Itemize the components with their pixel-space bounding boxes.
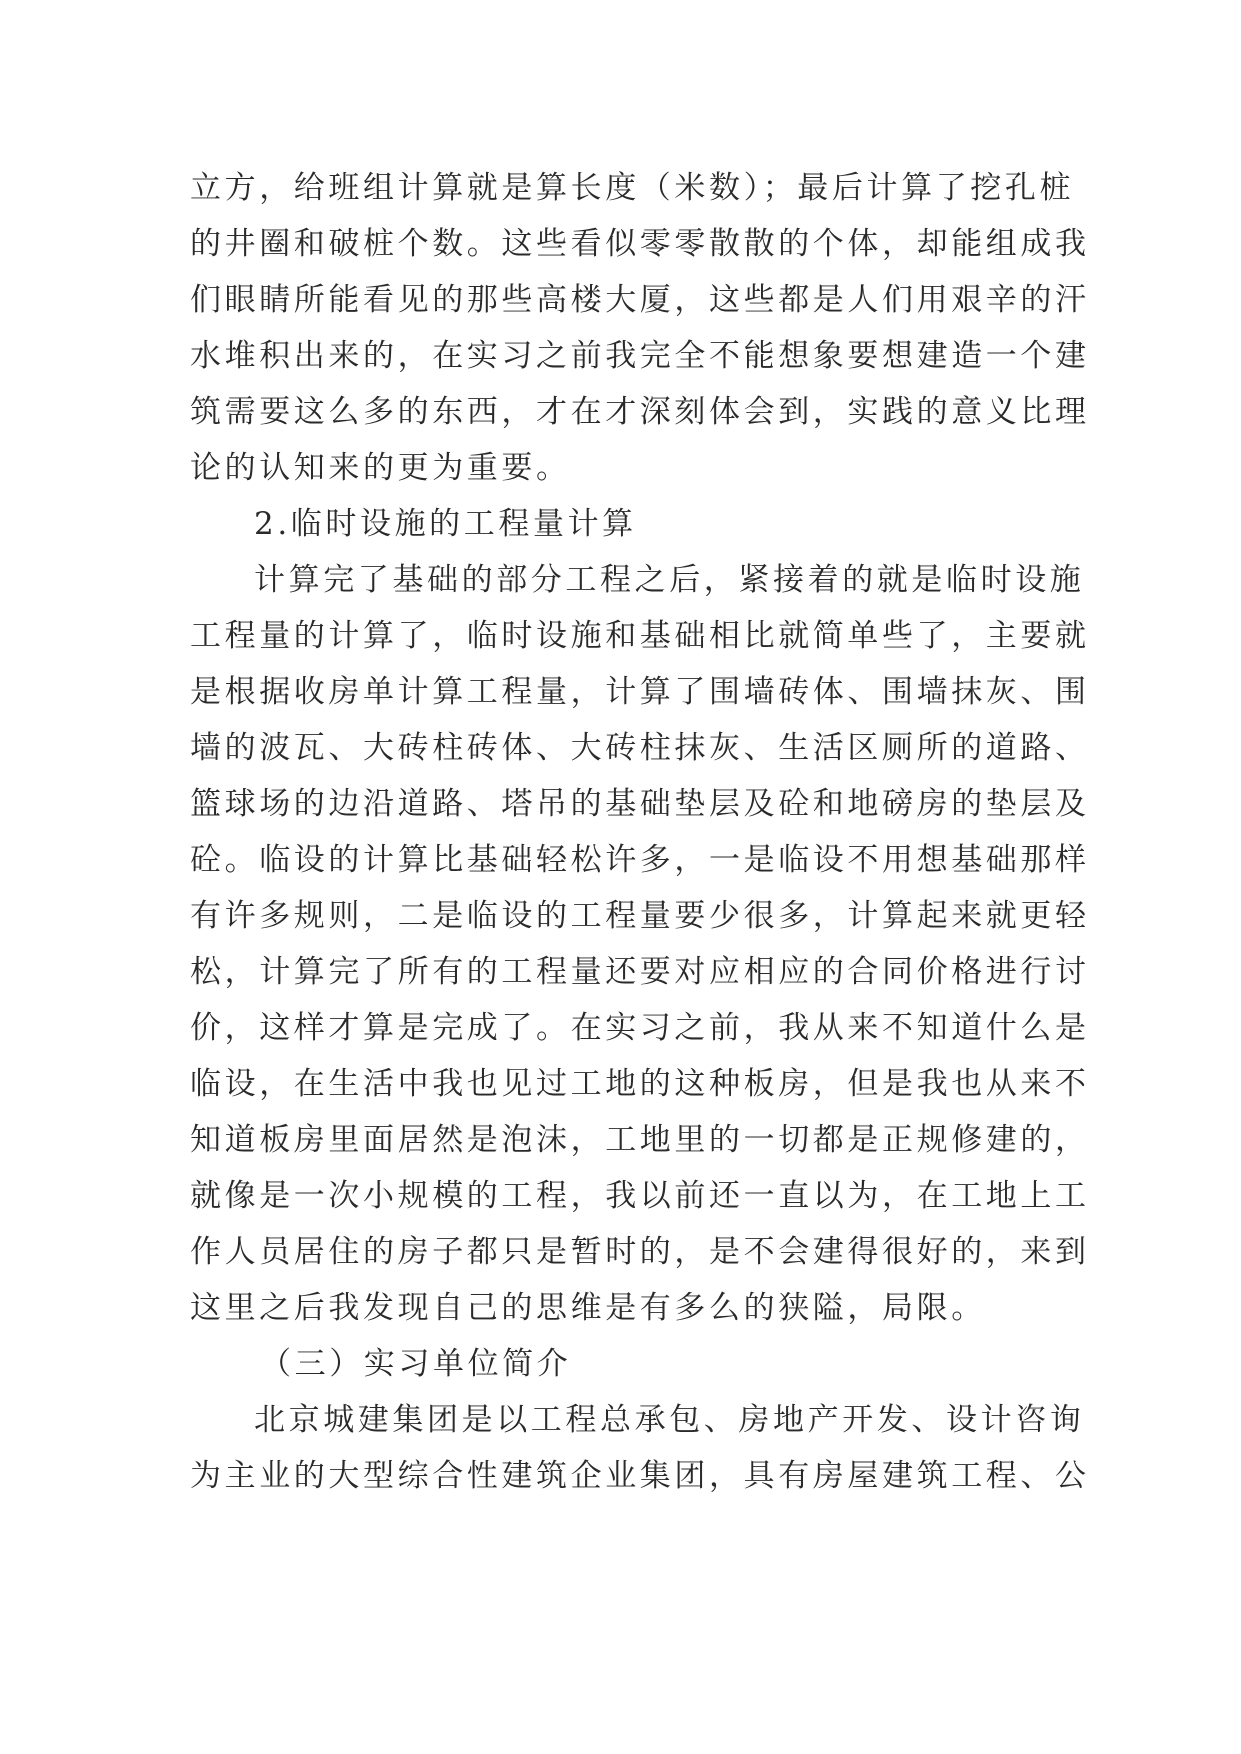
text-line: 知道板房里面居然是泡沫，工地里的一切都是正规修建的， bbox=[190, 1122, 1090, 1158]
text-line: 砼。临设的计算比基础轻松许多，一是临设不用想基础那样 bbox=[190, 842, 1090, 878]
text-line: 们眼睛所能看见的那些高楼大厦，这些都是人们用艰辛的汗 bbox=[190, 282, 1090, 318]
text-line: 立方，给班组计算就是算长度（米数）；最后计算了挖孔桩 bbox=[190, 170, 1075, 206]
text-line: 篮球场的边沿道路、塔吊的基础垫层及砼和地磅房的垫层及 bbox=[190, 786, 1090, 822]
text-line: 是根据收房单计算工程量，计算了围墙砖体、围墙抹灰、围 bbox=[190, 674, 1090, 710]
text-line: 论的认知来的更为重要。 bbox=[190, 450, 571, 486]
text-line: 的井圈和破桩个数。这些看似零零散散的个体，却能组成我 bbox=[190, 226, 1090, 262]
text-line: 为主业的大型综合性建筑企业集团，具有房屋建筑工程、公 bbox=[190, 1458, 1090, 1494]
text-line: 作人员居住的房子都只是暂时的，是不会建得很好的，来到 bbox=[190, 1234, 1090, 1270]
text-line: 临设，在生活中我也见过工地的这种板房，但是我也从来不 bbox=[190, 1066, 1090, 1102]
text-line: 墙的波瓦、大砖柱砖体、大砖柱抹灰、生活区厕所的道路、 bbox=[190, 730, 1090, 766]
text-line: 有许多规则，二是临设的工程量要少很多，计算起来就更轻 bbox=[190, 898, 1090, 934]
text-line: 工程量的计算了，临时设施和基础相比就简单些了，主要就 bbox=[190, 618, 1090, 654]
text-line: 松，计算完了所有的工程量还要对应相应的合同价格进行讨 bbox=[190, 954, 1090, 990]
section-heading: 2.临时设施的工程量计算 bbox=[254, 506, 637, 542]
text-line: 价，这样才算是完成了。在实习之前，我从来不知道什么是 bbox=[190, 1010, 1090, 1046]
body-text bbox=[190, 160, 1090, 1504]
text-line: 水堆积出来的，在实习之前我完全不能想象要想建造一个建 bbox=[190, 338, 1090, 374]
text-line: 就像是一次小规模的工程，我以前还一直以为，在工地上工 bbox=[190, 1178, 1090, 1214]
section-heading: （三）实习单位简介 bbox=[260, 1346, 572, 1382]
paragraph-start: 北京城建集团是以工程总承包、房地产开发、设计咨询 bbox=[254, 1402, 1085, 1438]
text-line: 这里之后我发现自己的思维是有多么的狭隘，局限。 bbox=[190, 1290, 986, 1326]
paragraph-start: 计算完了基础的部分工程之后，紧接着的就是临时设施 bbox=[254, 562, 1085, 598]
text-line: 筑需要这么多的东西，才在才深刻体会到，实践的意义比理 bbox=[190, 394, 1090, 430]
